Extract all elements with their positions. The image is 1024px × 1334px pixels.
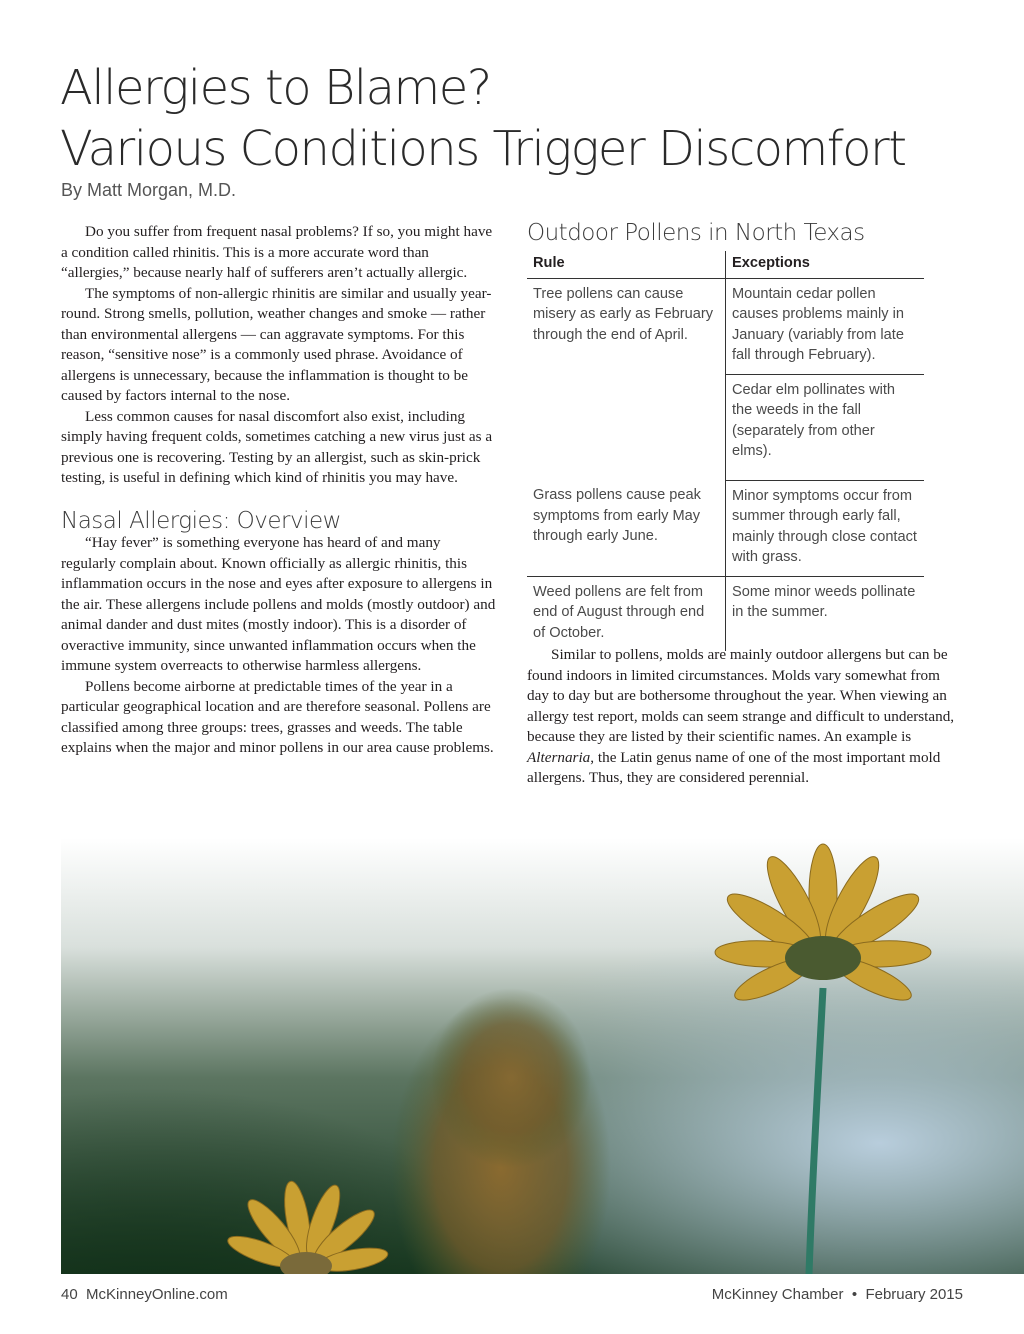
exception-cell: Some minor weeds pollinate in the summer. [732,583,916,620]
molds-text-2: , the Latin genus name of one of the most important mold allergens. Thus, they are considered perennial. [527,748,941,786]
yellow-daisy-flowers-photo [61,838,1024,1274]
exception-cell: Cedar elm pollinates with the weeds in the fall (separately from other elms). [726,374,925,480]
exception-cell: Minor symptoms occur from summer through early fall, mainly through close contact with grass. [726,480,925,576]
rule-cell: Tree pollens can cause misery as early as February through the end of April. [527,278,726,480]
body-paragraph: The symptoms of non-allergic rhinitis are similar and usually year-round. Strong smells, pollution, weather changes and smoke — rather than environmental allergens — can aggravate symptoms. For this reason, “sensitive nose” is a commonly used phrase. Avoidance of allergens is unnecessary, because the inflammation is thought to be caused by factors internal to the nose. [61,284,492,404]
table-row [527,480,924,576]
website-link: McKinneyOnline.com [86,1286,228,1303]
body-paragraph: “Hay fever” is something everyone has heard of and many regularly complain about. Known officially as allergic rhinitis, this inflammation occurs in the nose and eyes after exposure to allergens in the air. These allergens include pollens and molds (mostly outdoor) and animal dander and dust mites (mostly indoor). This is a disorder of overactive immunity, since unwanted inflammation occurs when the immune system overreacts to otherwise harmless allergens. [61,534,496,674]
table-header-row [527,251,924,278]
body-paragraph: Pollens become airborne at predictable times of the year in a particular geographical location and are therefore seasonal. Pollens are classified among three groups: trees, grasses and weeds. The table explains when the major and minor pollens in our area cause problems. [61,677,494,756]
article-title [60,58,980,180]
table-title: Outdoor Pollens in North Texas [527,220,865,246]
molds-text-1: Similar to pollens, molds are mainly outdoor allergens but can be found indoors in limited circumstances. Molds vary somewhat from day to day but are bothersome throughout the year. When viewing an allergy test report, molds can seem strange and difficult to understand, because they are listed by their scientific names. An example is [527,646,955,745]
rule-cell: Grass pollens cause peak symptoms from early May through early June. [527,480,726,576]
footer-left [61,1286,228,1303]
left-column [61,222,497,759]
table-row [527,278,924,374]
right-column [527,645,963,789]
column-header-rule: Rule [527,251,726,278]
table-row [527,576,924,651]
byline: By Matt Morgan, M.D. [61,180,237,200]
body-paragraph-molds [527,645,963,789]
pollen-table [527,251,924,651]
publication-name: McKinney Chamber [711,1286,844,1303]
genus-name: Alternaria [527,748,591,766]
rule-cell: Weed pollens are felt from end of August through end of October. [527,576,726,651]
body-paragraph: Less common causes for nasal discomfort also exist, including simply having frequent colds, sometimes catching a new virus just as a previous one is recovering. Testing by an allergist, such as skin-prick testing, is useful in defining which kind of rhinitis you may have. [61,407,493,486]
exception-cell: Mountain cedar pollen causes problems mainly in January (variably from late fall through February). [726,278,925,374]
footer-right [712,1286,963,1303]
issue-date: February 2015 [865,1286,963,1303]
column-header-exceptions: Exceptions [726,251,925,278]
section-heading-overview: Nasal Allergies: Overview [61,507,341,534]
body-paragraph: Do you suffer from frequent nasal problems? If so, you might have a condition called rhinitis. This is a more accurate word than “allergies,” because nearly half of sufferers aren’t actually allergic. [61,223,493,281]
footer-separator: • [851,1286,858,1303]
article-title-line-2: Various Conditions Trigger Discomfort [60,121,906,177]
article-title-line-1: Allergies to Blame? [60,60,491,116]
page-number: 40 [61,1286,78,1303]
